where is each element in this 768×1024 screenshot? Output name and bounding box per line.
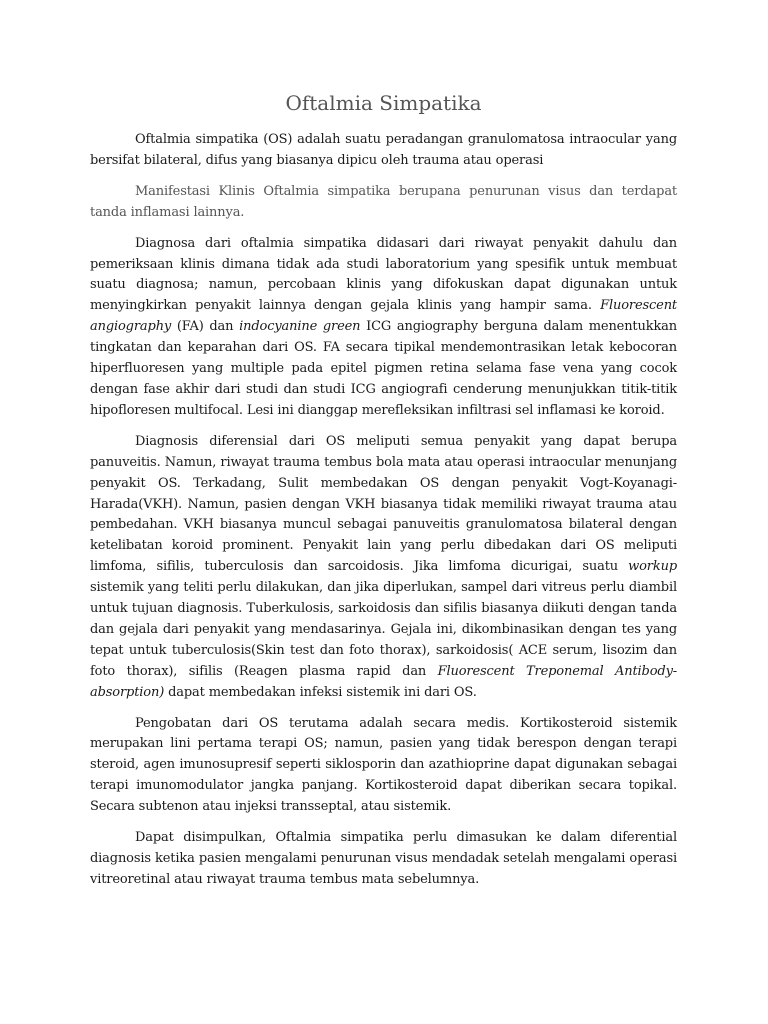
paragraph-p5 xyxy=(90,714,677,819)
italic-term: workup xyxy=(628,559,677,575)
paragraph-p3 xyxy=(90,234,677,422)
paragraph-p4 xyxy=(90,432,677,704)
italic-term: indocyanine green xyxy=(239,319,361,335)
text-segment: (FA) dan xyxy=(171,319,240,335)
text-segment: Pengobatan dari OS terutama adalah secara medis. Kortikosteroid sistemik merupakan lini pertama terapi OS; namun, pasien yang tidak berespon dengan terapi steroid, agen imunosupresif seperti siklosporin dan azathioprine dapat digunakan sebagai terapi imunomodulator jangka panjang. Kortikosteroid dapat diberikan secara topikal. Secara subtenon atau injeksi transseptal, atau sistemik. xyxy=(90,715,677,815)
text-segment: Dapat disimpulkan, Oftalmia simpatika perlu dimasukan ke dalam diferential diagnosis ketika pasien mengalami penurunan visus mendadak setelah mengalami operasi vitreoretinal atau riwayat trauma tembus mata sebelumnya. xyxy=(90,830,677,887)
paragraph-p2 xyxy=(90,182,677,224)
paragraph-p6 xyxy=(90,828,677,891)
text-segment: ICG angiography berguna dalam menentukkan tingkatan dan keparahan dari OS. FA secara tipikal mendemontrasikan letak kebocoran hiperfluoresen yang multiple pada epitel pigmen retina selama fase vena yang cocok dengan fase akhir dari studi dan studi ICG angiografi cenderung menunjukkan titik-titik hipofloresen multifocal. Lesi ini dianggap merefleksikan infiltrasi sel inflamasi ke koroid. xyxy=(90,319,678,418)
italic-term: Fluorescent Treponemal Antibody-absorption) xyxy=(90,663,678,700)
text-segment: Manifestasi Klinis Oftalmia simpatika berupana penurunan visus dan terdapat tanda inflamasi lainnya. xyxy=(90,183,677,220)
text-segment: Diagnosa dari oftalmia simpatika didasari dari riwayat penyakit dahulu dan pemeriksaan klinis dimana tidak ada studi laboratorium yang spesifik untuk membuat suatu diagnosa; namun, percobaan klinis yang difokuskan dapat digunakan untuk menyingkirkan penyakit lainnya dengan gejala klinis yang hampir sama. xyxy=(90,235,677,314)
paragraph-p1 xyxy=(90,130,677,172)
text-segment: Diagnosis diferensial dari OS meliputi semua penyakit yang dapat berupa panuveitis. Namun, riwayat trauma tembus bola mata atau operasi intraocular menunjang penyakit OS. Terkadang, Sulit membedakan OS dengan penyakit Vogt-Koyanagi-Harada(VKH). Namun, pasien dengan VKH biasanya tidak memiliki riwayat trauma atau pembedahan. VKH biasanya muncul sebagai panuveitis granulomatosa bilateral dengan ketelibatan koroid prominent. Penyakit lain yang perlu dibedakan dari OS meliputi limfoma, sifilis, tuberculosis dan sarcoidosis. Jika limfoma dicurigai, suatu xyxy=(90,433,677,575)
document-body xyxy=(90,130,677,891)
text-segment: Oftalmia simpatika (OS) adalah suatu peradangan granulomatosa intraocular yang bersifat bilateral, difus yang biasanya dipicu oleh trauma atau operasi xyxy=(90,132,677,168)
document-title: Oftalmia Simpatika xyxy=(285,91,482,115)
text-segment: dapat membedakan infeksi sistemik ini dari OS. xyxy=(164,684,477,700)
italic-term: Fluorescent angiography xyxy=(90,298,677,335)
text-segment: sistemik yang teliti perlu dilakukan, dan jika diperlukan, sampel dari vitreus perlu diambil untuk tujuan diagnosis. Tuberkulosis, sarkoidosis dan sifilis biasanya diikuti dengan tanda dan gejala dari penyakit yang mendasarinya. Gejala ini, dikombinasikan dengan tes yang tepat untuk tuberculosis(Skin test dan foto thorax), sarkoidosis( ACE serum, lisozim dan foto thorax), sifilis (Reagen plasma rapid dan xyxy=(90,580,677,679)
document-page xyxy=(90,88,677,901)
